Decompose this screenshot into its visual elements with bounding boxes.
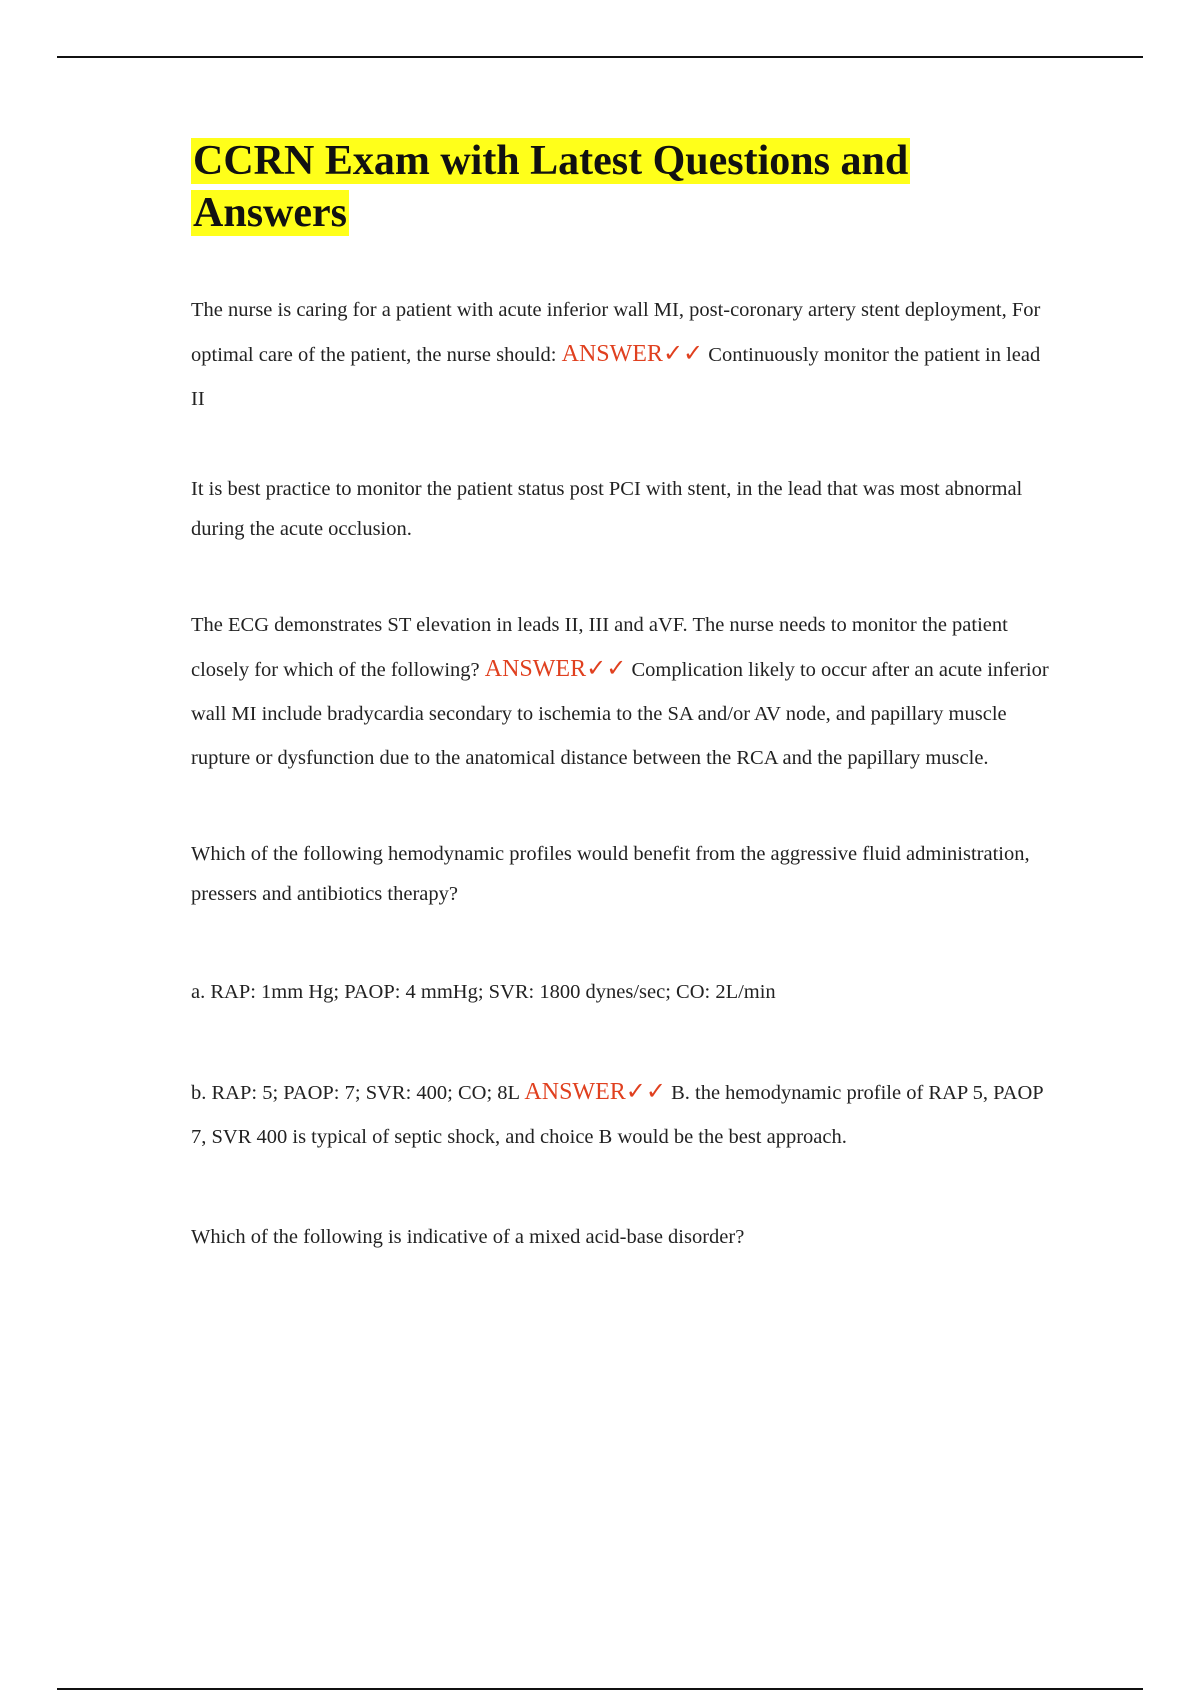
option-b <box>191 1070 1051 1159</box>
title-highlight: CCRN Exam with Latest Questions and Answers <box>193 138 909 236</box>
answer-tag: ANSWER✓✓ <box>524 1079 666 1105</box>
answer-tag: ANSWER✓✓ <box>561 341 704 367</box>
question-2 <box>191 603 1051 780</box>
question-2-text: The ECG demonstrates ST elevation in leads II, III and aVF. The nurse needs to monitor the patient closely for which of the following? <box>191 614 1008 681</box>
question-1-text: The nurse is caring for a patient with acute inferior wall MI, post-coronary artery stent deployment, For optimal care of the patient, the nurse should: <box>191 299 1041 366</box>
question-3: Which of the following hemodynamic profiles would benefit from the aggressive fluid administration, pressers and antibiotics therapy? <box>191 843 1030 905</box>
option-b-text: b. RAP: 5; PAOP: 7; SVR: 400; CO; 8L <box>191 1082 520 1104</box>
page-content <box>191 135 1051 1259</box>
explanation-1: It is best practice to monitor the patient status post PCI with stent, in the lead that was most abnormal during the acute occlusion. <box>191 478 1023 540</box>
question-1 <box>191 288 1051 421</box>
answer-3-text: B. the hemodynamic profile of RAP 5, PAOP 7, SVR 400 is typical of septic shock, and choice B would be the best approach. <box>191 1082 1043 1148</box>
top-rule <box>57 56 1143 58</box>
answer-tag: ANSWER✓✓ <box>484 656 627 682</box>
question-4: Which of the following is indicative of a mixed acid-base disorder? <box>191 1226 745 1248</box>
bottom-rule <box>57 1688 1143 1690</box>
document-title <box>191 135 1051 239</box>
option-a: a. RAP: 1mm Hg; PAOP: 4 mmHg; SVR: 1800 dynes/sec; CO: 2L/min <box>191 981 776 1003</box>
answer-2-text: Complication likely to occur after an acute inferior wall MI include bradycardia secondary to ischemia to the SA and/or AV node, and papillary muscle rupture or dysfunction due to the anatomical distance between the RCA and the papillary muscle. <box>191 659 1049 769</box>
answer-1-text: Continuously monitor the patient in lead II <box>191 344 1041 410</box>
